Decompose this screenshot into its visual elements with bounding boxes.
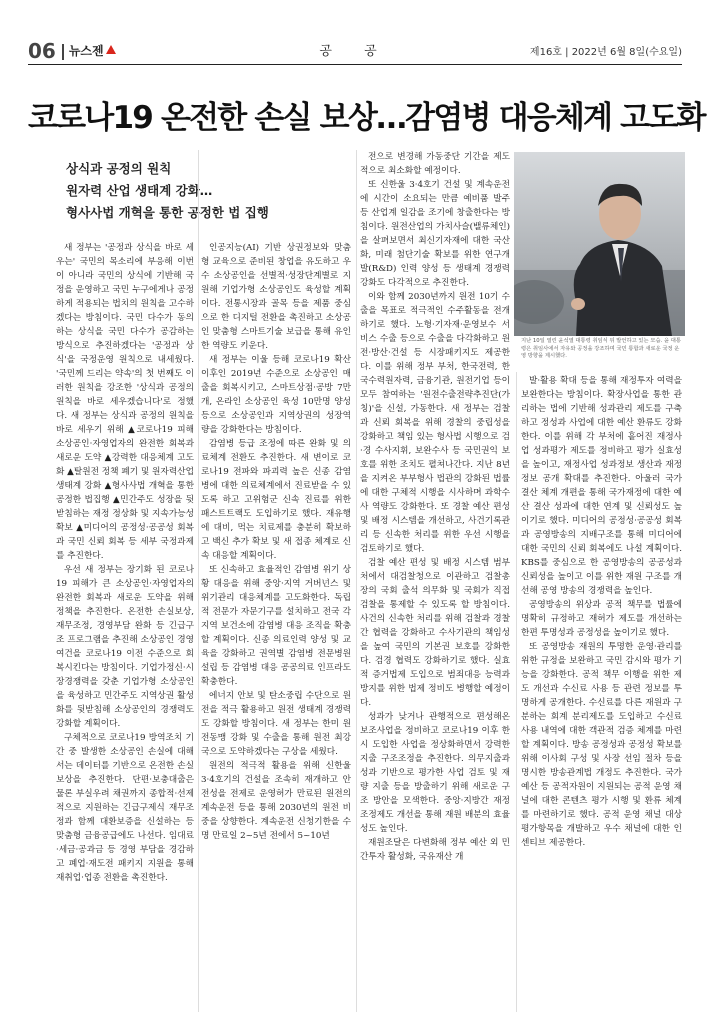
paragraph: 재원조달은 다변화해 정부 예산 외 민간투자 활성화, 국유재산 개	[360, 838, 510, 862]
column-rule	[516, 372, 517, 1012]
photo-caption: 지난 10일 열린 윤석열 대통령 취임식 뒤 발언하고 있는 모습. 윤 대통령은 취임사에서 자유와 공정을 강조하며 국민 통합과 새로운 국정 운영 방향을 제시했다.	[521, 338, 681, 359]
article-column-1	[56, 241, 194, 1011]
article-column-4	[521, 374, 682, 1011]
paragraph: 원전의 적극적 활용을 위해 신한울 3·4호기의 건설을 조속히 재개하고 안전성을 전제로 운영허가 만료된 원전의 계속운전 등을 통해 2030년의 원전 비중을 상향한다. 계속운전 신청기한을 수명 만료일 2~5년 전에서 5~10년	[201, 761, 351, 841]
paragraph: 새 정부는 이울 등해 코로나19 확산 이후인 2019년 수준으로 소상공인 매출을 회복시키고, 스마트상점·공방 7만개, 온라인 소상공인 육성 10만명 양성 등으로 소상공인과 지역상권의 성장역량을 강화한다는 방침이다.	[201, 355, 351, 435]
paragraph: 공영방송의 위상과 공적 책무를 법률에 명확히 규정하고 재허가 제도를 개선하는 한편 투명성과 공정성을 높이기로 했다.	[521, 600, 682, 638]
paragraph: 또 공영방송 재원의 투명한 운영·관리를 위한 규정을 보완하고 국민 감시와 평가 기능을 강화한다. 공적 책무 이행을 위한 제도 개선과 수신료 사용 등 관련 정보를 투명하게 공개한다. 수신료를 다른 재원과 구분하는 회계 분리제도를 도입하고 수신료 사용 내역에 대한 객관적 검증 체계를 마련할 계획이다. 방송 공정성과 공정성 확보를 위해 이사회 구성 및 사장 선임 절차 등을 명시한 방송관계법 개정도 추진한다. 국가 예산 등 공적자원이 지원되는 공적 운영 채널에 대한 콘텐츠 평가 시행 및 환류 체계를 마련하기로 했다. 공적 운영 채널 대상 평가항목을 개발하고 우수 채널에 대한 인센티브 제공한다.	[521, 642, 682, 848]
paragraph: 감염병 등급 조정에 따른 완화 및 의료체계 전환도 추진한다. 새 변이로 코로나19 전파와 파괴력 높은 신종 감염병에 대한 의료체계에서 진료받을 수 있도록 하고 고위험군 신속 진료를 위한 패스트트랙도 도입하기로 했다. 재유행에 대비, 먹는 치료제를 충분히 확보하고 백신 추가 확보 및 새 접종 체계로 신속 대응할 계획이다.	[201, 439, 351, 561]
headline: 코로나19 온전한 손실 보상…감염병 대응체계 고도화	[28, 100, 705, 136]
article-column-2	[201, 241, 351, 1011]
paragraph: 우선 새 정부는 장기화 된 코로나19 피해가 큰 소상공인·자영업자의 완전한 회복과 새로운 도약을 위해 정책을 추진한다. 온전한 손실보상, 재무조정, 경영부담 완화 등 긴급구조 프로그램을 추진해 소상공인 경영여건을 코로나19 이전 수준으로 회복시킨다는 방침이다. 기업가정신·시장경쟁력을 갖춘 기업가형 소상공인을 육성하고 민간주도 지역상권 활성화를 뒷받침해 소상공인의 경쟁력도 강화할 계획이다.	[56, 565, 194, 729]
paragraph: 검찰 예산 편성 및 배정 시스템 범부처에서 대검찰청으로 이관하고 검찰총장의 국회 출석 의무화 및 국회가 직접 검찰을 통제할 수 있도록 할 방침이다. 사건의 신속한 처리를 위해 검찰과 경찰 간 협력을 강화하고 수사기관의 책임성을 높여 국민의 기본권 보호를 강화한다. 검경 협력도 강화하기로 했다. 실효적 증거법제 도입으로 범죄대응 능력과 방지를 위한 법제 정비도 병행할 예정이다.	[360, 558, 510, 708]
section-name: 공 공	[319, 44, 391, 59]
news-photo	[514, 152, 685, 336]
article-column-3	[360, 150, 510, 1011]
column-rule	[198, 150, 199, 1012]
subheads	[66, 158, 336, 224]
issue-info: 제16호 | 2022년 6월 8일(수요일)	[529, 47, 682, 58]
paragraph: 이와 함께 2030년까지 원전 10기 수출을 목표로 적극적인 수주활동을 전개하기로 했다. 노형·기자재·운영보수 서비스 수출 등으로 수출을 다각화하고 원전·방산·건설 등 시장패키지도 제공한다. 이를 위해 정부 부처, 한국전력, 한국수력원자력, 금융기관, 원전기업 등이 모두 참여하는 '원전수출전략추진단(가칭)'을 신설, 가동한다. 새 정부는 검찰과 신뢰 회복을 위해 경찰의 중립성을 강화하고 책임 있는 형사법 시행으로 검·경 수사지휘, 보완수사 등 국민권익 보호를 위한 조치도 펼쳐나간다. 지난 8년을 지켜온 부부형사 법관의 강화된 법률에 대한 구체적 시행을 시사하며 과학수사 역량도 강화한다. 또 경찰 예산 편성 및 배정 시스템을 개선하고, 사건기록관리 등 신속한 처리를 위한 우선 시행을 검토하기로 했다.	[360, 292, 510, 554]
subhead: 상식과 공정의 원칙	[66, 161, 172, 176]
paragraph: 구체적으로 코로나19 방역조치 기간 중 발생한 소상공인 손실에 대해서는 데이터를 기반으로 온전한 손실보상을 추진한다. 단편·보충대출은 물론 부실우려 채권까지 종합적·선제적으로 지원하는 긴급구제식 재무조정과 함께 대환보증을 신설하는 등 맞춤형 금융공급에도 나선다. 임대료·세금·공과금 등 경영 부담을 경감하고 폐업·재도전 패키지 지원을 통해 재취업·업종 전환을 촉진한다.	[56, 733, 194, 883]
paragraph: 에너지 안보 및 탄소중립 수단으로 원전을 적극 활용하고 원전 생태계 경쟁력도 강화할 방침이다. 새 정부는 한미 원전동맹 강화 및 수출을 통해 원전 최강국으로 도약하겠다는 구상을 세웠다.	[201, 691, 351, 757]
subhead: 원자력 산업 생태계 강화…	[66, 183, 213, 198]
paragraph: 새 정부는 '공정과 상식을 바로 세우는' 국민의 목소리에 부응해 이번이 아니라 국민의 상식에 기반해 국정을 운영하고 국민 누구에게나 공정하게 적용되는 법치의 원칙을 고수하겠다는 방침이다. 국민 다수가 동의하는 상식을 국민 다수가 공감하는 방식으로 추진하겠다는 '공정과 상식'을 국정운영 원칙으로 내세웠다. '국민께 드리는 약속'의 첫 번째도 이러한 원칙을 강조한 '상식과 공정의 원칙을 바로 세우겠습니다'로 정했다. 새 정부는 상식과 공정의 원칙을 바로 세우기 위해 ▲코로나19 피해 소상공인·자영업자의 완전한 회복과 새로운 도약 ▲강력한 대응체계 고도화 ▲탈원전 정책 폐기 및 원자력산업 생태계 강화 ▲형사사법 개혁을 통한 공정한 법집행 ▲민간주도 성장을 뒷받침하는 재정 정상화 및 지속가능성 확보 ▲미디어의 공정성·공공성 회복과 국민 신뢰 회복 등 세부 국정과제를 추진한다.	[56, 243, 194, 561]
column-rule	[356, 150, 357, 1012]
brand-name: 뉴스젠	[68, 44, 104, 58]
paragraph: 또 신속하고 효율적인 감염병 위기 상황 대응을 위해 중앙·지역 거버넌스 및 위기관리 대응체계를 고도화한다. 독립적 전문가 자문기구를 설치하고 전국 각 지역 보건소에 감염병 대응 조직을 확충할 계획이다. 신종 의료인력 양성 및 교육을 강화하고 권역별 감염병 전문병원 설립 등 감염병 대응 공공의료 인프라도 확충한다.	[201, 565, 351, 687]
speaker-photo-illustration	[514, 152, 685, 336]
paragraph: 전으로 변경해 가동중단 기간을 제도적으로 최소화할 예정이다.	[360, 152, 510, 176]
page-header	[28, 34, 682, 65]
paragraph: 발·활용 확대 등을 통해 재정투자 여력을 보완한다는 방침이다. 확장사업을 통한 관리하는 법에 기반해 성과관리 제도를 구축하고 정성과 사업에 대한 예산 환류도 강화한다. 이를 위해 각 부처에 흩어진 재정사업 성과평가 제도를 정비하고 평가 실효성을 높이고, 재정사업 성과정보 생산과 재정정보 공개 확대를 추진한다. 아울러 국가 결산 체계 개편을 통해 국가재정에 대한 예산 결산 성과에 대한 연계 및 신뢰성도 높이기로 했다. 미디어의 공정성·공공성 회복과 공영방송의 지배구조를 통해 미디어에 대한 국민의 신뢰 회복에도 나설 계획이다. KBS를 중심으로 한 공영방송의 공공성과 신뢰성을 높이고 이를 위한 재원 구조를 개선해 공영 방송의 경쟁력을 높인다.	[521, 376, 682, 596]
paragraph: 또 신한울 3·4호기 건설 및 계속운전에 시간이 소요되는 만큼 예비품 발주 등 산업계 일감을 조기에 창출한다는 방침이다. 원전산업의 가치사슬(밸류체인)을 살펴보면서 최신기자재에 대한 국산화, 미래 첨단기술 확보를 위한 연구개발(R&D) 인력 양성 등 생태계 경쟁력 강화도 다각적으로 추진한다.	[360, 180, 510, 288]
paragraph: 인공지능(AI) 기반 상권정보와 맞춤형 교육으로 준비된 창업을 유도하고 우수 소상공인을 선별적·성장단계별로 지원해 기업가형 소상공인도 육성할 계획이다. 전통시장과 골목 등을 제품 중심으로 한 디지털 전환을 촉진하고 소상공인 맞춤형 스마트기술 보급을 통해 유인한 역량도 키운다.	[201, 243, 351, 351]
paragraph: 성과가 낮거나 관행적으로 편성해온 보조사업을 정비하고 코로나19 이후 한시 도입한 사업을 정상화하면서 강력한 지출 구조조정을 추진한다. 의무지출과 성과 기반으로 평가한 사업 검토 및 재량 지출 등을 방출하기 위해 새로운 구조 방안을 모색한다. 중앙·지방간 재정조정제도 개선을 통해 재원 배분의 효율성도 높인다.	[360, 712, 510, 834]
subhead: 형사사법 개혁을 통한 공정한 법 집행	[66, 205, 269, 220]
page-number: 06	[28, 39, 56, 63]
